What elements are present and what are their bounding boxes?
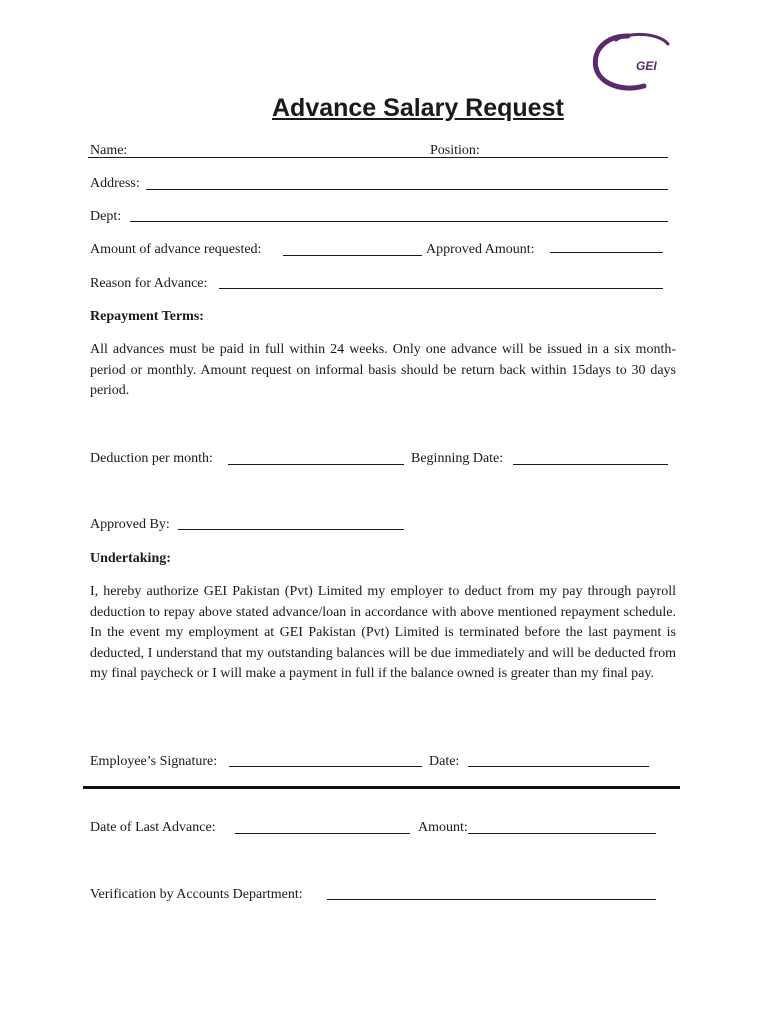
gei-logo: [588, 30, 672, 94]
verification-label: Verification by Accounts Department:: [90, 887, 303, 902]
beginning-date-label: Beginning Date:: [411, 451, 504, 466]
amount-requested-label: Amount of advance requested:: [90, 242, 262, 257]
deduction-label: Deduction per month:: [90, 451, 213, 466]
address-field-line[interactable]: [146, 189, 668, 190]
page-title: Advance Salary Request: [272, 94, 564, 122]
amount-field-line[interactable]: [468, 833, 656, 834]
undertaking-heading: Undertaking:: [90, 551, 171, 566]
amount-label: Amount:: [418, 820, 468, 835]
approved-by-label: Approved By:: [90, 517, 170, 532]
beginning-date-field-line[interactable]: [513, 464, 668, 465]
approved-amount-label: Approved Amount:: [426, 242, 535, 257]
employee-signature-field-line[interactable]: [229, 766, 422, 767]
section-divider: [83, 786, 680, 789]
dept-field-line[interactable]: [130, 221, 668, 222]
name-position-field-line[interactable]: [88, 157, 668, 158]
repayment-text: All advances must be paid in full within 24 weeks. Only one advance will be issued in a six month-period or monthly. Amount request on informal basis should be return back within 15days to 30 days period.: [90, 342, 676, 399]
deduction-field-line[interactable]: [228, 464, 404, 465]
verification-field-line[interactable]: [327, 899, 656, 900]
address-label: Address:: [90, 176, 140, 191]
employee-signature-label: Employee’s Signature:: [90, 754, 218, 769]
date-field-line[interactable]: [468, 766, 649, 767]
date-label: Date:: [429, 754, 460, 769]
repayment-heading: Repayment Terms:: [90, 309, 204, 324]
amount-requested-field-line[interactable]: [283, 255, 422, 256]
undertaking-text: I, hereby authorize GEI Pakistan (Pvt) Limited my employer to deduct from my pay through payroll deduction to repay above stated advance/loan in accordance with above mentioned repayment schedule. In the event my employment at GEI Pakistan (Pvt) Limited is terminated before the last payment is deducted, I understand that my outstanding balances will be due immediately and will be deducted from my final paycheck or I will make a payment in full if the balance owned is greater than my final pay.: [90, 584, 676, 682]
dept-label: Dept:: [90, 209, 122, 224]
date-last-advance-label: Date of Last Advance:: [90, 820, 216, 835]
reason-field-line[interactable]: [219, 288, 663, 289]
position-label: Position:: [430, 143, 480, 158]
approved-amount-field-line[interactable]: [550, 252, 663, 253]
approved-by-field-line[interactable]: [178, 529, 404, 530]
reason-label: Reason for Advance:: [90, 276, 208, 291]
date-last-advance-field-line[interactable]: [235, 833, 410, 834]
logo-text: GEI: [636, 59, 657, 73]
name-label: Name:: [90, 143, 128, 158]
